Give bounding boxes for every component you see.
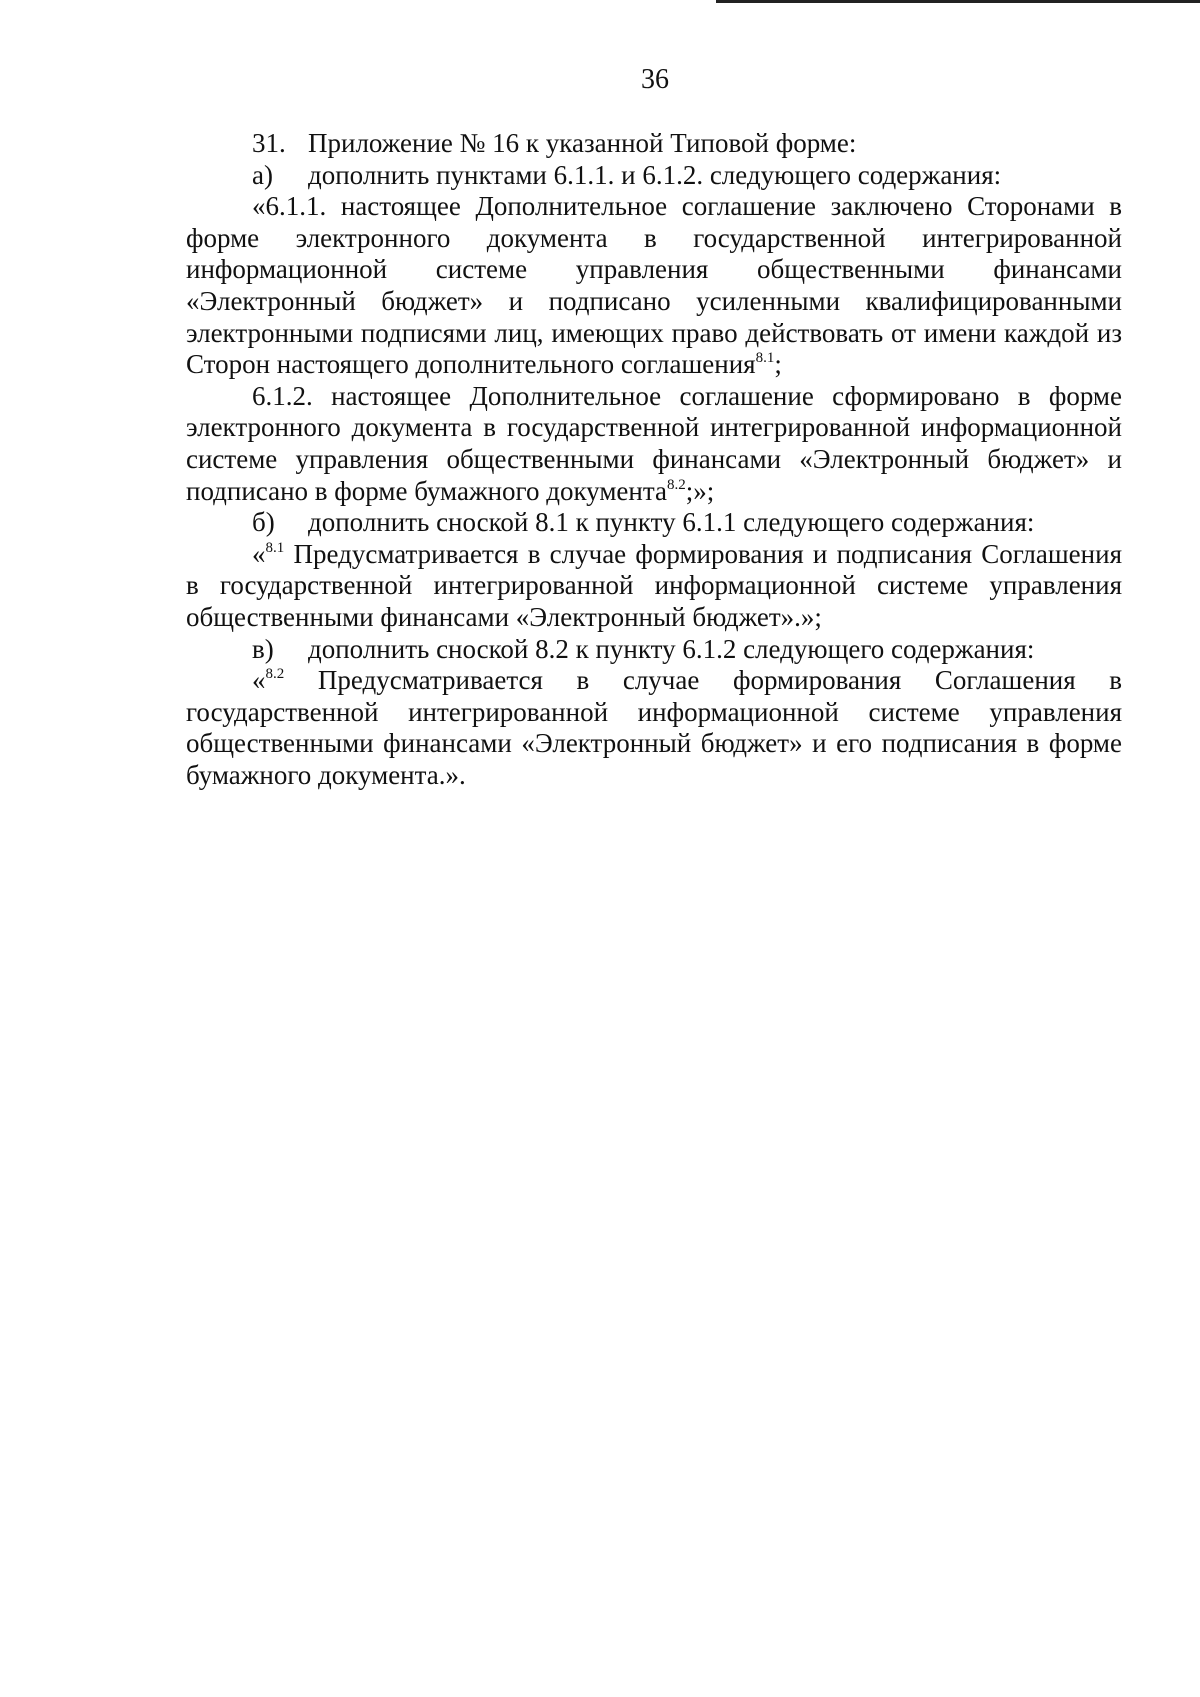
item-a-text: дополнить пунктами 6.1.1. и 6.1.2. следующего содержания: [308, 159, 1002, 190]
footnote-8-1-number: 8.1 [265, 539, 285, 556]
footnote-8-2-number: 8.2 [265, 666, 285, 683]
top-rule [716, 0, 1200, 3]
paragraph-6-1-2-tail: ;»; [685, 475, 715, 506]
item-b [186, 507, 1122, 539]
footnote-8-1-open: « [252, 538, 266, 569]
footnote-8-2-text: Предусматривается в случае формирования Соглашения в государственной интегрированной информационной системе управления общественными финансами «Электронный бюджет» и его подписания в форме бумажного документа.». [186, 665, 1122, 790]
item-a [186, 160, 1122, 192]
item-31-marker: 31. [252, 128, 286, 158]
item-a-marker: а) [252, 159, 273, 190]
footnote-8-2-open: « [252, 665, 266, 696]
footnote-8-2 [186, 665, 1122, 791]
item-b-text: дополнить сноской 8.1 к пункту 6.1.1 следующего содержания: [308, 507, 1035, 538]
item-31-text: Приложение № 16 к указанной Типовой форме: [308, 128, 857, 158]
item-v-marker: в) [252, 633, 274, 664]
footnote-8-1-text: Предусматривается в случае формирования и подписания Соглашения в государственной интегрированной информационной системе управления общественными финансами «Электронный бюджет».»; [186, 538, 1122, 632]
page-number: 36 [641, 64, 669, 95]
paragraph-6-1-1 [186, 191, 1122, 381]
paragraph-6-1-1-tail: ; [774, 349, 782, 380]
document-body [186, 128, 1122, 791]
footnote-8-1 [186, 539, 1122, 634]
paragraph-6-1-2 [186, 381, 1122, 507]
paragraph-6-1-1-text: «6.1.1. настоящее Дополнительное соглашение заключено Сторонами в форме электронного документа в государственной интегрированной информационной системе управления общественными финансами «Электронный бюджет» и подписано усиленными квалифицированными электронными подписями лиц, имеющих право действовать от имени каждой из Сторон настоящего дополнительного соглашения [186, 191, 1122, 380]
item-v [186, 634, 1122, 666]
item-31 [186, 128, 1122, 160]
item-v-text: дополнить сноской 8.2 к пункту 6.1.2 следующего содержания: [308, 633, 1035, 664]
paragraph-6-1-2-text: 6.1.2. настоящее Дополнительное соглашение сформировано в форме электронного документа в государственной интегрированной информационной системе управления общественными финансами «Электронный бюджет» и подписано в форме бумажного документа [186, 380, 1122, 506]
footnote-ref-8-2: 8.2 [666, 476, 686, 493]
footnote-ref-8-1: 8.1 [755, 350, 775, 367]
item-b-marker: б) [252, 507, 275, 538]
